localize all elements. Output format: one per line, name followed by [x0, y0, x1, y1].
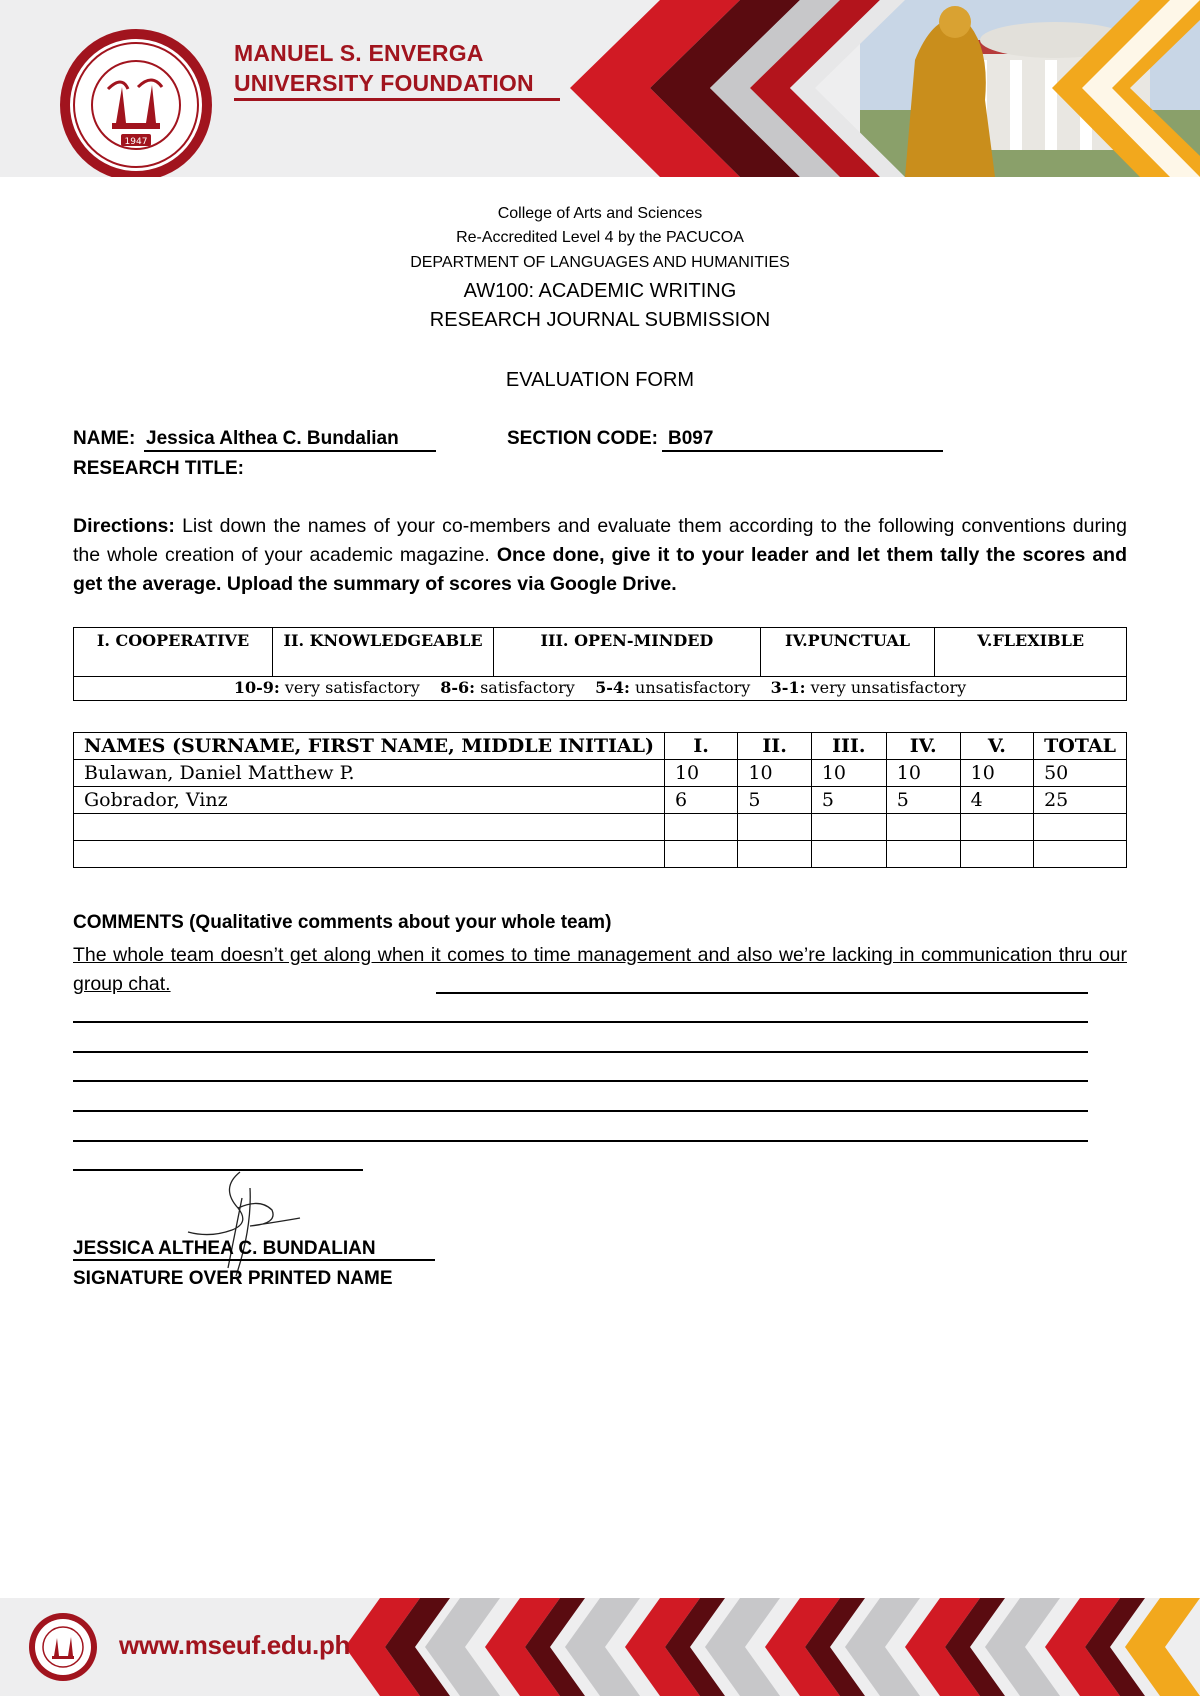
- header-i: I.: [664, 733, 737, 760]
- header-total: TOTAL: [1034, 733, 1127, 760]
- table-row: [74, 841, 1127, 868]
- scores-table: [73, 732, 1127, 868]
- score-cell: [811, 814, 886, 841]
- scale-desc-3: unsatisfactory: [635, 678, 751, 697]
- score-cell: 10: [811, 760, 886, 787]
- name-label: NAME:: [73, 428, 136, 449]
- scale-desc-1: very satisfactory: [284, 678, 420, 697]
- comment-line: [436, 992, 1088, 994]
- total-cell: [1034, 841, 1127, 868]
- comment-line: [73, 1140, 1088, 1142]
- header-names: NAMES (SURNAME, FIRST NAME, MIDDLE INITIAL): [74, 733, 665, 760]
- scale-range-2: 8-6:: [440, 678, 475, 697]
- total-cell: 25: [1034, 787, 1127, 814]
- footer-website-url: www.mseuf.edu.ph: [119, 1630, 351, 1660]
- footer-seal-icon: [28, 1604, 98, 1690]
- score-cell: [738, 841, 811, 868]
- score-cell: 5: [886, 787, 960, 814]
- section-code-label: SECTION CODE:: [507, 428, 658, 449]
- accreditation-line: Re-Accredited Level 4 by the PACUCOA: [456, 229, 744, 246]
- section-code-underline: [662, 450, 943, 452]
- score-cell: 10: [960, 760, 1033, 787]
- scale-desc-4: very unsatisfactory: [810, 678, 967, 697]
- score-cell: [886, 841, 960, 868]
- criterion-punctual: IV.PUNCTUAL: [760, 628, 935, 677]
- directions-paragraph: [73, 512, 1127, 599]
- total-cell: [1034, 814, 1127, 841]
- header-v: V.: [960, 733, 1033, 760]
- university-name-line2: UNIVERSITY FOUNDATION: [234, 70, 534, 96]
- department-line: DEPARTMENT OF LANGUAGES AND HUMANITIES: [410, 254, 790, 271]
- header-banner: [0, 0, 1200, 177]
- header-iii: III.: [811, 733, 886, 760]
- university-seal-icon: [58, 27, 214, 177]
- scale-range-3: 5-4:: [595, 678, 630, 697]
- score-cell: 5: [811, 787, 886, 814]
- table-row: [74, 760, 1127, 787]
- score-cell: [960, 841, 1033, 868]
- criterion-open-minded: III. OPEN-MINDED: [494, 628, 761, 677]
- comments-text: The whole team doesn’t get along when it comes to time management and also we’re lacking in communication thru our group chat.: [73, 944, 1127, 995]
- college-line: College of Arts and Sciences: [497, 205, 703, 222]
- score-cell: 10: [886, 760, 960, 787]
- score-cell: 5: [738, 787, 811, 814]
- name-value: Jessica Althea C. Bundalian: [146, 428, 399, 449]
- university-name-line1: MANUEL S. ENVERGA: [234, 40, 484, 66]
- scale-range-1: 10-9:: [233, 678, 280, 697]
- section-code-value: B097: [668, 428, 714, 449]
- signature-caption: SIGNATURE OVER PRINTED NAME: [73, 1268, 393, 1289]
- score-cell: [811, 841, 886, 868]
- member-name: Bulawan, Daniel Matthew P.: [74, 760, 665, 787]
- comment-line: [73, 1110, 1088, 1112]
- university-name: [234, 38, 534, 98]
- seal-year: 1947: [124, 137, 148, 147]
- table-row: [74, 814, 1127, 841]
- score-cell: [960, 814, 1033, 841]
- comment-line: [73, 1051, 1088, 1053]
- form-title: EVALUATION FORM: [505, 369, 695, 391]
- printed-name-underline: [73, 1259, 435, 1261]
- score-cell: 4: [960, 787, 1033, 814]
- directions-text: List down the names of your co-members and evaluate them according to the following conventions during the whole creation of your academic magazine.: [73, 515, 1127, 566]
- directions-label: Directions:: [73, 515, 175, 537]
- score-cell: 6: [664, 787, 737, 814]
- header-iv: IV.: [886, 733, 960, 760]
- submission-line: RESEARCH JOURNAL SUBMISSION: [429, 309, 771, 331]
- score-cell: [664, 841, 737, 868]
- criteria-table: [73, 627, 1127, 701]
- member-name: [74, 814, 665, 841]
- scale-desc-2: satisfactory: [480, 678, 575, 697]
- header-ii: II.: [738, 733, 811, 760]
- footer-banner: [0, 1598, 1200, 1696]
- handwritten-signature: [180, 1168, 310, 1278]
- research-title-label: RESEARCH TITLE:: [73, 458, 244, 479]
- total-cell: 50: [1034, 760, 1127, 787]
- name-underline: [144, 450, 436, 452]
- member-name: Gobrador, Vinz: [74, 787, 665, 814]
- member-name: [74, 841, 665, 868]
- score-cell: 10: [738, 760, 811, 787]
- directions-bold-text: Once done, give it to your leader and let them tally the scores and get the average. Upload the summary of scores via Google Drive.: [73, 544, 1127, 595]
- comment-line: [73, 1080, 1088, 1082]
- comment-line: [73, 1021, 1088, 1023]
- score-cell: [664, 814, 737, 841]
- score-cell: 10: [664, 760, 737, 787]
- comments-label: COMMENTS (Qualitative comments about your whole team): [73, 912, 612, 933]
- scores-header-row: [74, 733, 1127, 760]
- table-row: [74, 787, 1127, 814]
- rating-scale: [74, 677, 1127, 701]
- score-cell: [886, 814, 960, 841]
- score-cell: [738, 814, 811, 841]
- criterion-flexible: V.FLEXIBLE: [935, 628, 1127, 677]
- printed-name: JESSICA ALTHEA C. BUNDALIAN: [73, 1238, 376, 1259]
- criterion-cooperative: I. COOPERATIVE: [74, 628, 273, 677]
- university-name-rule: [234, 98, 560, 101]
- scale-range-4: 3-1:: [770, 678, 806, 697]
- criterion-knowledgeable: II. KNOWLEDGEABLE: [273, 628, 494, 677]
- course-line: AW100: ACADEMIC WRITING: [463, 280, 737, 302]
